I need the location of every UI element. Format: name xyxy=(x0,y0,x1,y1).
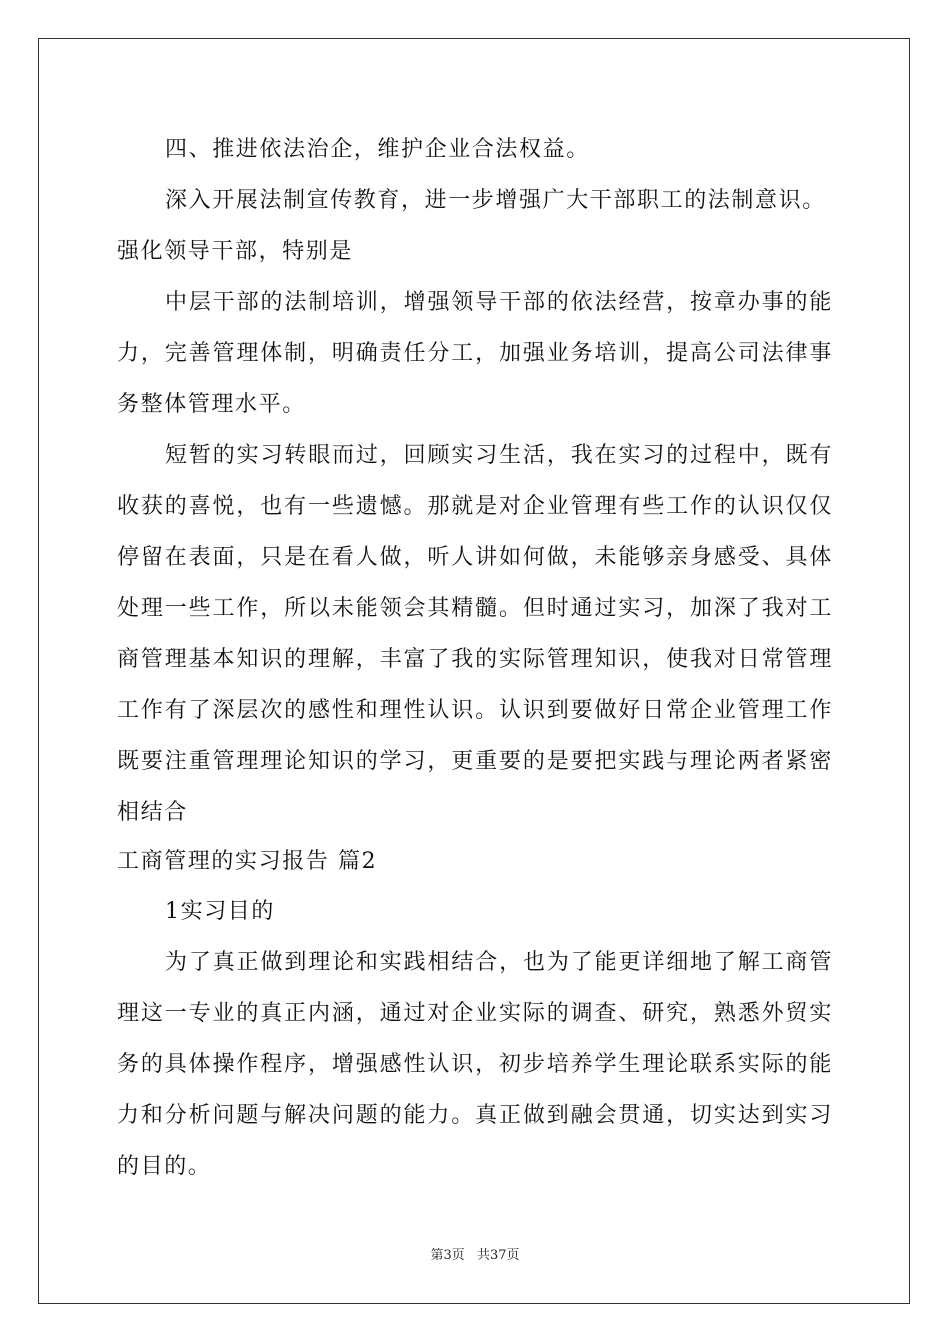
total-pages: 共37页 xyxy=(476,1248,520,1263)
section-paragraph: 为了真正做到理论和实践相结合，也为了能更详细地了解工商管理这一专业的真正内涵，通过对企业实际的调查、研究，熟悉外贸实务的具体操作程序，增强感性认识，初步培养学生理论联系实际的能力和分析问题与解决问题的能力。真正做到融会贯通，切实达到实习的目的。 xyxy=(117,950,833,1179)
paragraph-2: 深入开展法制宣传教育，进一步增强广大干部职工的法制意识。 xyxy=(165,188,826,213)
paragraph-1: 四、推进依法治企，维护企业合法权益。 xyxy=(165,137,590,162)
paragraph-4: 中层干部的法制培训，增强领导干部的依法经营，按章办事的能力，完善管理体制，明确责任分工，加强业务培训，提高公司法律事务整体管理水平。 xyxy=(117,290,833,417)
page-number: 第3页 xyxy=(430,1248,465,1263)
paragraph-5: 短暂的实习转眼而过，回顾实习生活，我在实习的过程中，既有收获的喜悦，也有一些遗憾。那就是对企业管理有些工作的认识仅仅停留在表面，只是在看人做，听人讲如何做，未能够亲身感受、具体处理一些工作，所以未能领会其精髓。但时通过实习，加深了我对工商管理基本知识的理解，丰富了我的实际管理知识，使我对日常管理工作有了深层次的感性和理性认识。认识到要做好日常企业管理工作既要注重管理理论知识的学习，更重要的是要把实践与理论两者紧密相结合 xyxy=(117,443,833,825)
document-body xyxy=(117,124,833,1192)
paragraph-3: 强化领导干部，特别是 xyxy=(117,239,354,264)
subsection-title: 1实习目的 xyxy=(165,899,275,924)
section-title: 工商管理的实习报告 篇2 xyxy=(117,849,378,874)
page-footer xyxy=(0,1244,950,1263)
